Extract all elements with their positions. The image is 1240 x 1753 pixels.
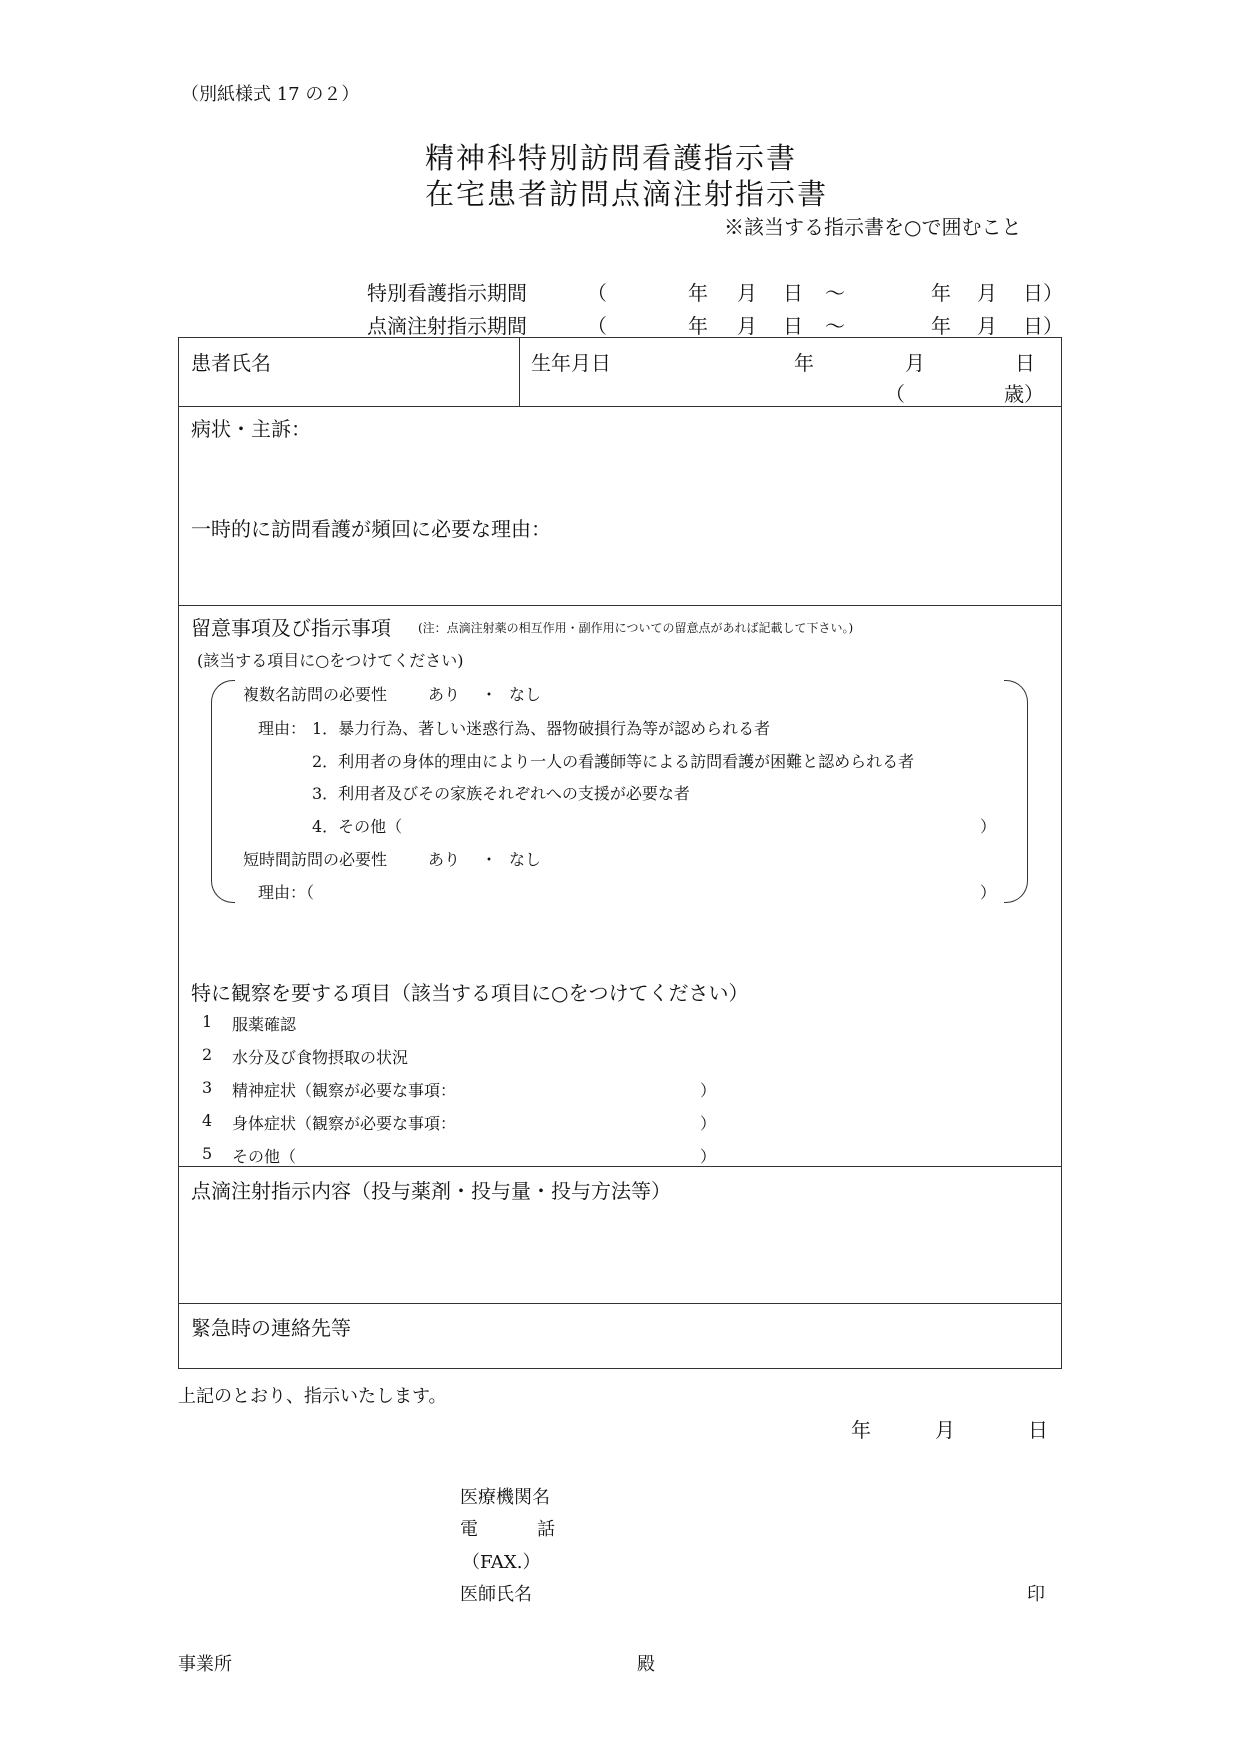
reason-item-4: 4．その他（: [312, 817, 403, 836]
doctor-name-label: 医師氏名: [460, 1584, 532, 1605]
day-label: 日: [1023, 314, 1043, 338]
year-label: 年: [931, 314, 951, 338]
drip-content-label: 点滴注射指示内容（投与薬剤・投与量・投与方法等）: [191, 1179, 671, 1203]
title-note: ※該当する指示書を○で囲むこと: [724, 215, 1022, 239]
phone-label-char2: 話: [537, 1519, 555, 1540]
closing-text: 上記のとおり、指示いたします。: [178, 1386, 447, 1407]
phone-label-char1: 電: [460, 1519, 478, 1540]
close-paren: ）: [1043, 281, 1063, 305]
reason-prefix: 理由：: [258, 719, 307, 738]
divider: [178, 406, 1062, 407]
dob-label: 生年月日: [531, 351, 611, 375]
observation-item-text: 精神症状（観察が必要な事項：: [232, 1081, 457, 1100]
month-label: 月: [977, 281, 997, 305]
multi-visit-label: 複数名訪問の必要性: [243, 685, 388, 704]
year-label: 年: [688, 314, 708, 338]
dob-year-label: 年: [794, 351, 814, 375]
close-paren: ）: [980, 817, 997, 836]
observation-item-number: 3: [202, 1078, 213, 1097]
divider: [178, 1303, 1062, 1304]
multi-visit-no: なし: [509, 685, 542, 704]
institution-label: 医療機関名: [460, 1487, 550, 1508]
observation-item-number: 4: [202, 1111, 213, 1130]
emergency-contact-label: 緊急時の連絡先等: [191, 1316, 351, 1340]
date-day-label: 日: [1028, 1418, 1048, 1442]
symptoms-label: 病状・主訴：: [191, 417, 311, 441]
observation-item-number: 2: [202, 1045, 213, 1064]
observation-item-text: その他（: [232, 1147, 297, 1166]
right-bracket: [1004, 680, 1028, 903]
divider: [519, 337, 520, 406]
tilde: ～: [825, 281, 845, 305]
honorific: 殿: [637, 1654, 655, 1675]
short-visit-yes: あり: [428, 850, 461, 869]
close-paren: ）: [700, 1147, 717, 1166]
open-paren: （: [587, 281, 607, 305]
close-paren: ）: [1043, 314, 1063, 338]
notes-instruction: (該当する項目に○をつけてください): [197, 651, 464, 670]
notes-subnote: (注：点滴注射薬の相互作用・副作用についての留意点があれば記載して下さい。): [418, 621, 854, 635]
age-label: 歳）: [1004, 382, 1044, 406]
fax-label: （FAX.）: [462, 1552, 541, 1573]
divider: [178, 1166, 1062, 1167]
observation-item-text: 水分及び食物摂取の状況: [232, 1048, 409, 1067]
observation-item-number: 5: [202, 1144, 213, 1163]
drip-period-label: 点滴注射指示期間: [367, 314, 527, 338]
close-paren: ）: [700, 1081, 717, 1100]
patient-name-label: 患者氏名: [191, 351, 271, 375]
observation-item-number: 1: [202, 1012, 213, 1031]
day-label: 日: [783, 281, 803, 305]
reason-item-3: 3．利用者及びその家族それぞれへの支援が必要な者: [312, 784, 690, 803]
observation-item-text: 服薬確認: [232, 1015, 297, 1034]
short-visit-no: なし: [509, 850, 542, 869]
close-paren: ）: [980, 883, 997, 902]
title-line2: 在宅患者訪問点滴注射指示書: [425, 177, 829, 211]
form-number: （別紙様式 17 の２）: [181, 84, 360, 105]
open-paren: （: [587, 314, 607, 338]
observation-title: 特に観察を要する項目（該当する項目に○をつけてください）: [191, 981, 749, 1005]
reason-item-2: 2．利用者の身体的理由により一人の看護師等による訪問看護が困難と認められる者: [312, 752, 915, 771]
multi-visit-dot: ・: [481, 685, 498, 704]
day-label: 日: [783, 314, 803, 338]
year-label: 年: [931, 281, 951, 305]
divider: [178, 605, 1062, 606]
short-visit-reason: 理由：（: [258, 883, 315, 902]
close-paren: ）: [700, 1114, 717, 1133]
office-label: 事業所: [178, 1654, 232, 1675]
reason-item-1: 1．暴力行為、著しい迷惑行為、器物破損行為等が認められる者: [312, 719, 771, 738]
notes-title: 留意事項及び指示事項: [191, 616, 391, 640]
month-label: 月: [737, 314, 757, 338]
seal-mark: 印: [1027, 1584, 1045, 1605]
date-month-label: 月: [935, 1418, 955, 1442]
frequent-visit-reason-label: 一時的に訪問看護が頻回に必要な理由：: [191, 517, 551, 541]
special-period-label: 特別看護指示期間: [367, 281, 527, 305]
left-bracket: [211, 680, 235, 903]
date-year-label: 年: [851, 1418, 871, 1442]
dob-month-label: 月: [905, 351, 925, 375]
title-line1: 精神科特別訪問看護指示書: [425, 141, 798, 175]
day-label: 日: [1023, 281, 1043, 305]
observation-item-text: 身体症状（観察が必要な事項：: [232, 1114, 457, 1133]
month-label: 月: [977, 314, 997, 338]
tilde: ～: [825, 314, 845, 338]
multi-visit-yes: あり: [428, 685, 461, 704]
month-label: 月: [737, 281, 757, 305]
age-open-paren: （: [885, 382, 905, 406]
dob-day-label: 日: [1015, 351, 1035, 375]
short-visit-dot: ・: [481, 850, 498, 869]
short-visit-label: 短時間訪問の必要性: [243, 850, 388, 869]
year-label: 年: [688, 281, 708, 305]
